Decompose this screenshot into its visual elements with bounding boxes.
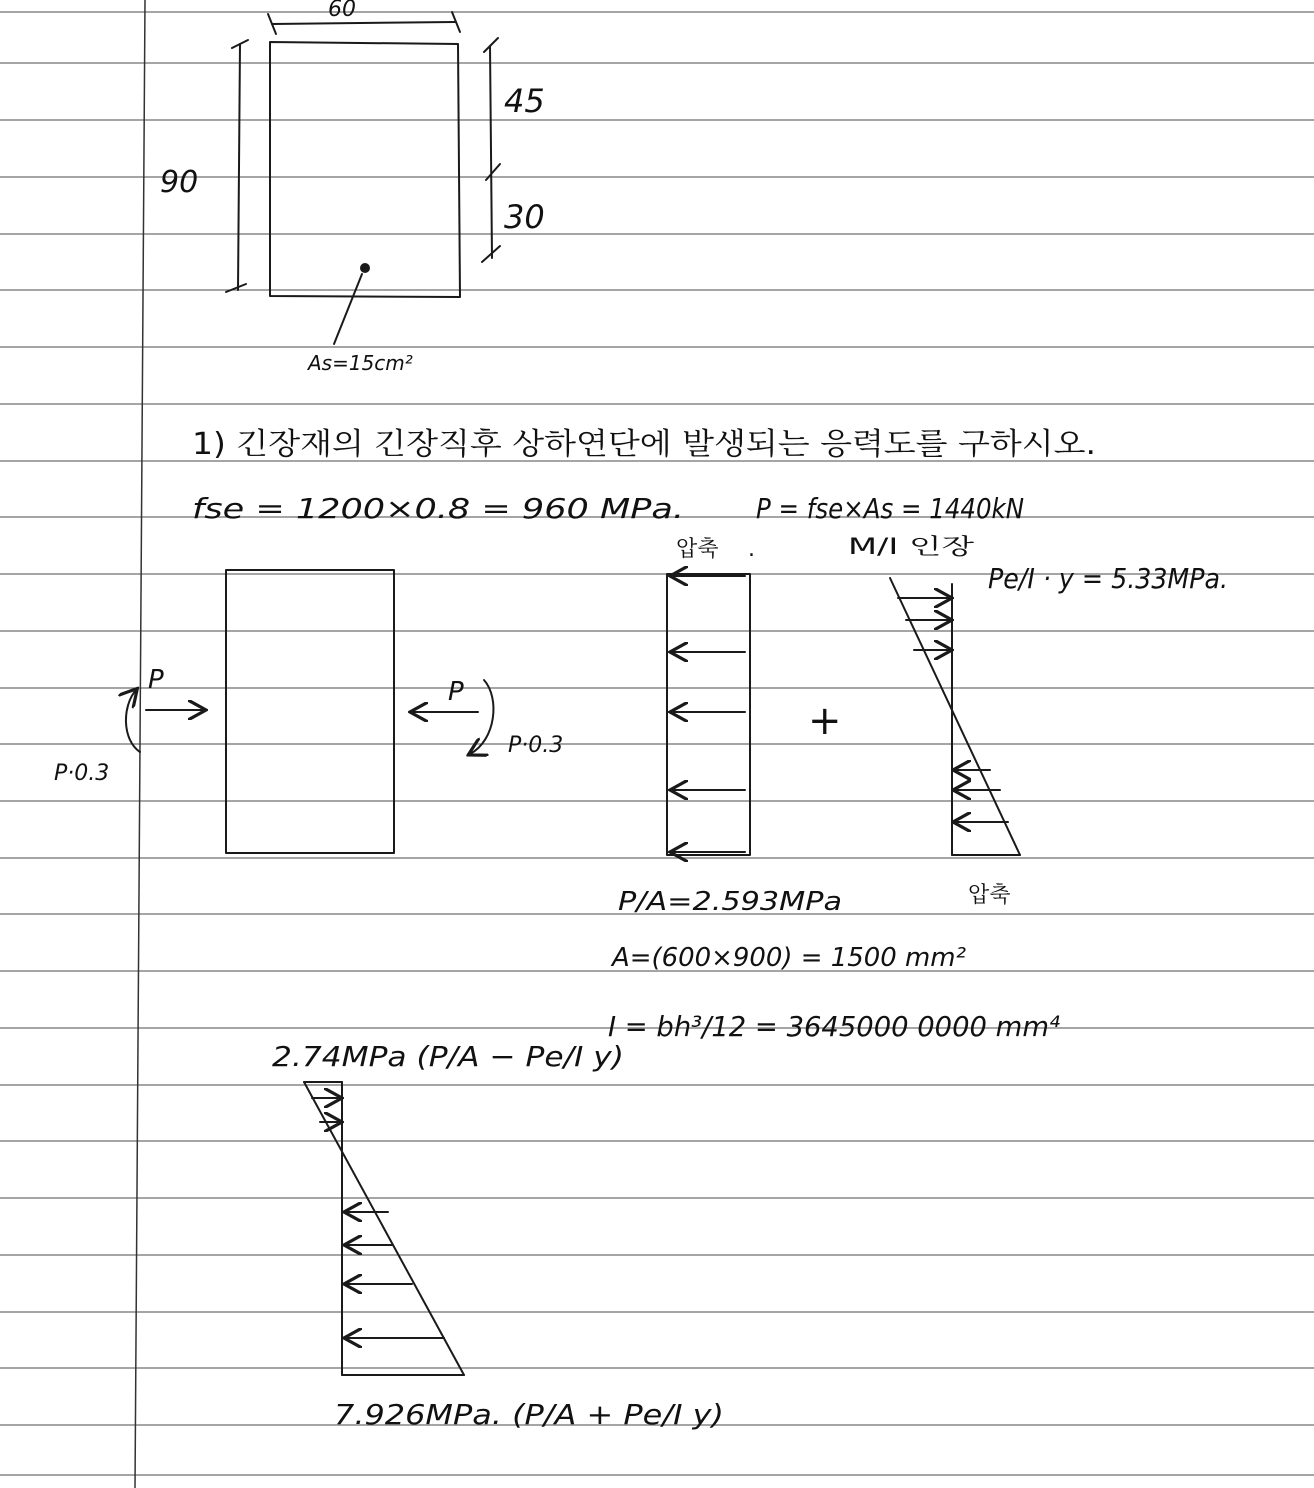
tendon-dot — [360, 263, 370, 273]
plus-sign: + — [808, 698, 842, 744]
diagram-dot: . — [748, 537, 755, 562]
section-width-label: 60 — [328, 0, 356, 22]
bending-tension-label: M/I 인장 — [848, 535, 976, 560]
section-bottom-part-label: 30 — [504, 198, 545, 236]
bottom-fiber-stress: 7.926MPa. (P/A + Pe/I y) — [334, 1398, 724, 1431]
steel-area-label: As=15cm² — [308, 351, 413, 375]
result-stress-diagram — [304, 1082, 464, 1375]
moment-left-label: P·0.3 — [54, 761, 110, 786]
section-height-label: 90 — [160, 165, 199, 200]
inertia-equation: I = bh³/12 = 3645000 0000 mm⁴ — [608, 1010, 1060, 1043]
compression-label-bottom: 압축 — [968, 883, 1011, 908]
area-equation: A=(600×900) = 1500 mm² — [610, 943, 966, 973]
fse-equation: fse = 1200×0.8 = 960 MPa. — [192, 492, 684, 525]
question-text: 1) 긴장재의 긴장직후 상하연단에 발생되는 응력도를 구하시오. — [192, 427, 1096, 462]
bending-stress-formula: Pe/I · y = 5.33MPa. — [988, 562, 1228, 595]
ruled-lines — [0, 12, 1314, 1475]
cross-section-sketch — [226, 12, 500, 344]
section-top-part-label: 45 — [504, 82, 545, 120]
axial-stress-diagram — [667, 574, 750, 855]
top-fiber-stress: 2.74MPa (P/A − Pe/I y) — [272, 1040, 624, 1073]
axial-stress-value: P/A=2.593MPa — [618, 887, 842, 917]
beam-elevation — [126, 570, 494, 853]
compression-label-top: 압축 — [676, 537, 719, 562]
bending-stress-diagram — [890, 578, 1020, 855]
prestress-force-equation: P = fse×As = 1440kN — [756, 492, 1025, 525]
moment-right-label: P·0.3 — [508, 733, 564, 758]
p-left-label: P — [148, 665, 164, 695]
p-right-label: P — [448, 677, 464, 707]
